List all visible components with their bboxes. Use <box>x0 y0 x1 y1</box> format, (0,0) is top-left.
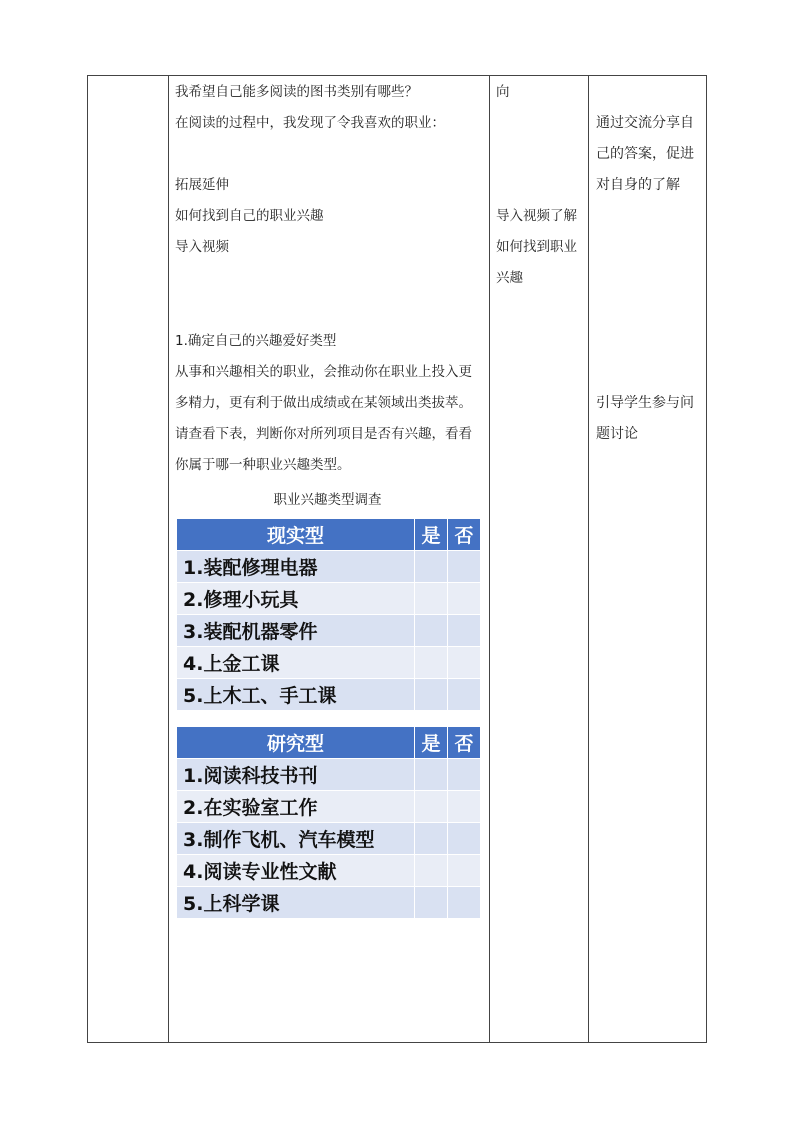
table-row <box>177 647 481 679</box>
no-cell[interactable] <box>448 551 481 583</box>
discovery-line: 在阅读的过程中，我发现了令我喜欢的职业： <box>175 115 445 131</box>
no-cell[interactable] <box>448 583 481 615</box>
item-label: 2.在实验室工作 <box>177 791 415 823</box>
column-divider-2 <box>489 75 490 1043</box>
yes-cell[interactable] <box>415 823 448 855</box>
survey-table-investigative <box>176 726 481 919</box>
yes-cell[interactable] <box>415 759 448 791</box>
interest-section <box>175 326 485 481</box>
video-intro: 导入视频 <box>175 239 229 255</box>
no-header: 否 <box>448 727 481 759</box>
extension-heading: 拓展延伸 <box>175 177 229 193</box>
item-label: 4.上金工课 <box>177 647 415 679</box>
table-row <box>177 791 481 823</box>
column-divider-3 <box>588 75 589 1043</box>
table-row <box>177 855 481 887</box>
table-row <box>177 551 481 583</box>
no-cell[interactable] <box>448 887 481 919</box>
column-divider-1 <box>168 75 169 1043</box>
student-activity-top <box>496 77 584 108</box>
yes-cell[interactable] <box>415 679 448 711</box>
design-intent-sharing: 通过交流分享自己的答案，促进对自身的了解 <box>596 115 694 193</box>
table-header-row <box>177 519 481 551</box>
interest-paragraph: 从事和兴趣相关的职业，会推动你在职业上投入更多精力，更有利于做出成绩或在某领域出类拔萃。 <box>175 364 472 411</box>
table-row <box>177 583 481 615</box>
item-label: 5.上科学课 <box>177 887 415 919</box>
teaching-content <box>175 77 485 263</box>
no-cell[interactable] <box>448 647 481 679</box>
yes-cell[interactable] <box>415 615 448 647</box>
no-cell[interactable] <box>448 855 481 887</box>
item-label: 3.装配机器零件 <box>177 615 415 647</box>
yes-header: 是 <box>415 519 448 551</box>
student-activity-video: 导入视频了解如何找到职业兴趣 <box>496 208 577 286</box>
no-cell[interactable] <box>448 759 481 791</box>
yes-cell[interactable] <box>415 583 448 615</box>
item-label: 3.制作飞机、汽车模型 <box>177 823 415 855</box>
item-label: 1.阅读科技书刊 <box>177 759 415 791</box>
item-label: 4.阅读专业性文献 <box>177 855 415 887</box>
yes-cell[interactable] <box>415 791 448 823</box>
no-cell[interactable] <box>448 791 481 823</box>
type-label: 研究型 <box>177 727 415 759</box>
yes-cell[interactable] <box>415 887 448 919</box>
yes-cell[interactable] <box>415 855 448 887</box>
table-row <box>177 759 481 791</box>
item-label: 5.上木工、手工课 <box>177 679 415 711</box>
instruction-paragraph: 请查看下表，判断你对所列项目是否有兴趣，看看你属于哪一种职业兴趣类型。 <box>175 426 472 473</box>
table-row <box>177 823 481 855</box>
section-title: 1.确定自己的兴趣爱好类型 <box>175 333 337 349</box>
no-header: 否 <box>448 519 481 551</box>
survey-table-realistic <box>176 518 481 711</box>
table-row <box>177 679 481 711</box>
yes-cell[interactable] <box>415 647 448 679</box>
design-intent-discussion: 引导学生参与问题讨论 <box>596 395 694 442</box>
no-cell[interactable] <box>448 615 481 647</box>
no-cell[interactable] <box>448 679 481 711</box>
yes-header: 是 <box>415 727 448 759</box>
table-caption: 职业兴趣类型调查 <box>273 492 382 508</box>
table-row <box>177 887 481 919</box>
no-cell[interactable] <box>448 823 481 855</box>
table-header-row <box>177 727 481 759</box>
yes-cell[interactable] <box>415 551 448 583</box>
table-row <box>177 615 481 647</box>
extension-topic: 如何找到自己的职业兴趣 <box>175 208 324 224</box>
blank-line <box>175 139 485 170</box>
item-label: 1.装配修理电器 <box>177 551 415 583</box>
question-line: 我希望自己能多阅读的图书类别有哪些？ <box>175 84 418 100</box>
type-label: 现实型 <box>177 519 415 551</box>
activity-line: 向 <box>496 84 510 100</box>
item-label: 2.修理小玩具 <box>177 583 415 615</box>
